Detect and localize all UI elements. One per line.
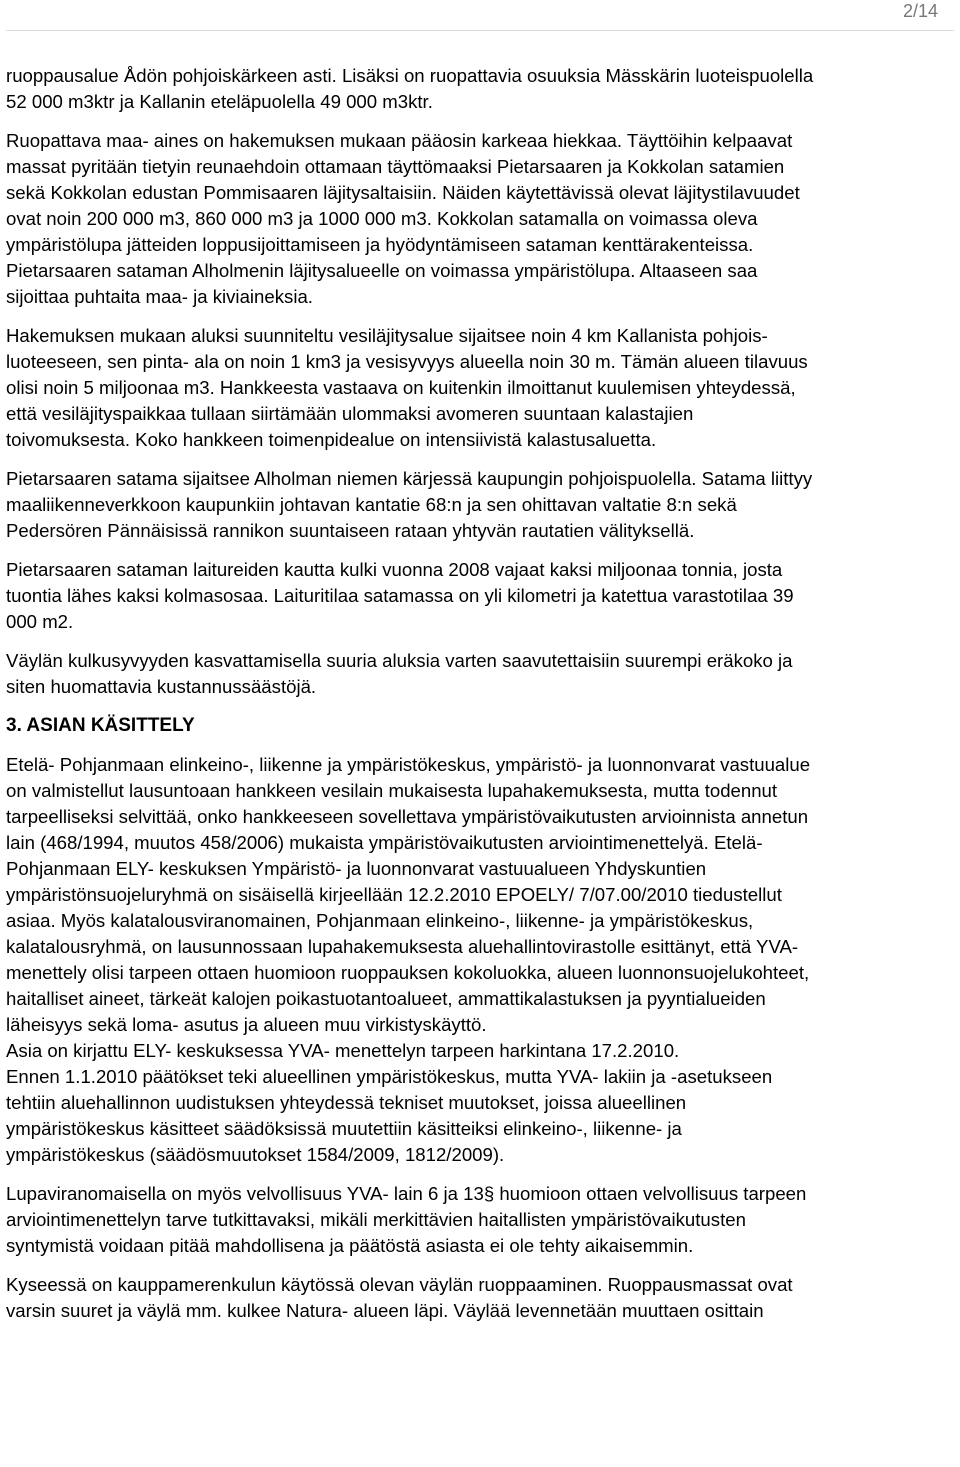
paragraph-authority-duty: Lupaviranomaisella on myös velvollisuus YVA- lain 6 ja 13§ huomioon ottaen velvollisuus tarpeen arviointimenettelyn tarve tutkittavaksi, mikäli merkittävien haitallisten ympäristövaikutusten syntymistä voidaan pitää mahdollisena ja päätöstä asiasta ei ole tehty aikaisemmin. [6,1183,807,1256]
paragraph-dredged-material: Ruopattava maa- aines on hakemuksen mukaan pääosin karkeaa hiekkaa. Täyttöihin kelpaavat massat pyritään tietyin reunaehdoin ottamaan täyttömaaksi Pietarsaaren ja Kokkolan satamien sekä Kokkolan edustan Pommisaaren läjitysaltaisiin. Näiden käytettävissä olevat läjitystilavuudet ovat noin 200 000 m3, 860 000 m3 ja 1000 000 m3. Kokkolan satamalla on voimassa oleva ympäristölupa jätteiden loppusijoittamiseen ja hyödyntämiseen sataman kenttärakenteissa. Pietarsaaren sataman Alholmenin läjitysalueelle on voimassa ympäristölupa. Altaaseen saa sijoittaa puhtaita maa- ja kiviaineksia. [6,130,800,307]
document-body [6,63,954,1324]
paragraph-ely-statement: Etelä- Pohjanmaan elinkeino-, liikenne ja ympäristökeskus, ympäristö- ja luonnonvarat vastuualue on valmistellut lausuntoaan hankkeen vesilain mukaisesta lupahakemuksesta, mutta todennut tarpeelliseksi selvittää, onko hankkeeseen sovellettava ympäristövaikutusten arvioinnista annetun lain (468/1994, muutos 458/2006) mukaista ympäristövaikutusten arviointimenettelyä. Etelä- Pohjanmaan ELY- keskuksen Ympäristö- ja luonnonvarat vastuualueen Yhdyskuntien ympäristönsuojeluryhmä on sisäisellä kirjeellään 12.2.2010 EPOELY/ 7/07.00/2010 tiedustellut asiaa. Myös kalatalousviranomainen, Pohjanmaan elinkeino-, liikenne- ja ympäristökeskus, kalatalousryhmä, on lausunnossaan lupahakemuksesta aluehallintovirastolle esittänyt, että YVA- menettely olisi tarpeen ottaen huomioon ruoppauksen kokoluokka, alueen luonnonsuojelukohteet, haitalliset aineet, tärkeät kalojen poikastuotantoalueet, ammattikalastuksen ja pyyntialueiden läheisyys sekä loma- asutus ja alueen muu virkistyskäyttö. [6,754,811,1035]
paragraph-port-location: Pietarsaaren satama sijaitsee Alholman niemen kärjessä kaupungin pohjoispuolella. Satama liittyy maaliikenneverkkoon kaupunkiin johtavan kantatie 68:n ja sen ohittavan valtatie 8:n sekä Pedersören Pännäisissä rannikon suuntaiseen rataan yhtyvän rautatien välityksellä. [6,468,813,541]
header-divider [6,30,954,31]
section-heading: 3. ASIAN KÄSITTELY [6,715,195,736]
paragraph-dredging-areas: ruoppausalue Ådön pohjoiskärkeen asti. Lisäksi on ruopattavia osuuksia Mässkärin luoteispuolella 52 000 m3ktr ja Kallanin eteläpuolella 49 000 m3ktr. [6,65,814,112]
paragraph-disposal-site: Hakemuksen mukaan aluksi suunniteltu vesiläjitysalue sijaitsee noin 4 km Kallanista pohjois- luoteeseen, sen pinta- ala on noin 1 km3 ja vesisyvyys alueella noin 30 m. Tämän alueen tilavuus olisi noin 5 miljoonaa m3. Hankkeesta vastaava on kuitenkin ilmoittanut kuulemisen yhteydessä, että vesiläjityspaikkaa tullaan siirtämään ulommaksi avomeren suuntaan kalastajien toivomuksesta. Koko hankkeen toimenpidealue on intensiivistä kalastusaluetta. [6,325,808,450]
page-number: 2/14 [902,1,938,21]
paragraph-port-traffic: Pietarsaaren sataman laitureiden kautta kulki vuonna 2008 vajaat kaksi miljoonaa tonnia, josta tuontia lähes kaksi kolmasosaa. Laituritilaa satamassa on yli kilometri ja katettua varastotilaa 39 000 m2. [6,559,794,632]
paragraph-fairway-dredging: Kyseessä on kauppamerenkulun käytössä olevan väylän ruoppaaminen. Ruoppausmassat ovat varsin suuret ja väylä mm. kulkee Natura- alueen läpi. Väylää levennetään muuttaen osittain [6,1274,793,1321]
paragraph-registration: Asia on kirjattu ELY- keskuksessa YVA- menettelyn tarpeen harkintana 17.2.2010. [6,1040,680,1061]
paragraph-fairway-depth: Väylän kulkusyvyyden kasvattamisella suuria aluksia varten saavutettaisiin suurempi eräkoko ja siten huomattavia kustannussäästöjä. [6,650,793,697]
paragraph-reform: Ennen 1.1.2010 päätökset teki alueellinen ympäristökeskus, mutta YVA- lakiin ja -asetukseen tehtiin aluehallinnon uudistuksen yhteydessä tekniset muutokset, joissa alueellinen ympäristökeskus käsitteet säädöksissä muutettiin käsitteiksi elinkeino-, liikenne- ja ympäristökeskus (säädösmuutokset 1584/2009, 1812/2009). [6,1066,773,1165]
